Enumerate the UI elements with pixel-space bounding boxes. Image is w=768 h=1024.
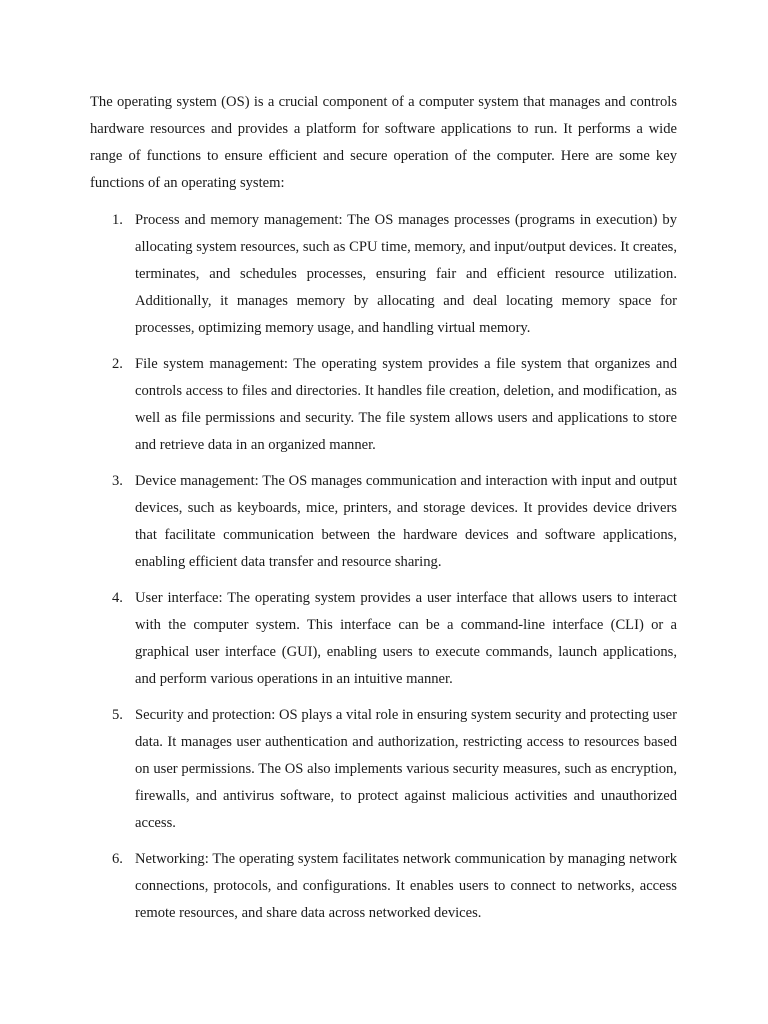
intro-paragraph: The operating system (OS) is a crucial component of a computer system that manages and controls hardware resources and provides a platform for software applications to run. It performs a wide range of functions to ensure efficient and secure operation of the computer. Here are some key functions of an operating system: bbox=[90, 94, 677, 191]
list-item-text: Process and memory management: The OS manages processes (programs in execution) by allocating system resources, such as CPU time, memory, and input/output devices. It creates, terminates, and schedules processes, ensuring fair and efficient resource utilization. Additionally, it manages memory by allocating and deal locating memory space for processes, optimizing memory usage, and handling virtual memory. bbox=[135, 212, 677, 336]
list-item-number: 4. bbox=[112, 590, 123, 606]
list-item-text: Security and protection: OS plays a vital role in ensuring system security and protecting user data. It manages user authentication and authorization, restricting access to resources based on user permissions. The OS also implements various security measures, such as encryption, firewalls, and antivirus software, to protect against malicious activities and unauthorized access. bbox=[135, 707, 677, 831]
list-item-number: 5. bbox=[112, 707, 123, 723]
document-page bbox=[90, 89, 677, 936]
list-item-text: User interface: The operating system provides a user interface that allows users to interact with the computer system. This interface can be a command-line interface (CLI) or a graphical user interface (GUI), enabling users to execute commands, launch applications, and perform various operations in an intuitive manner. bbox=[135, 590, 677, 687]
list-item bbox=[90, 846, 677, 927]
list-item-text: Networking: The operating system facilitates network communication by managing network connections, protocols, and configurations. It enables users to connect to networks, access remote resources, and share data across networked devices. bbox=[135, 851, 677, 921]
list-item bbox=[90, 702, 677, 837]
list-item-number: 1. bbox=[112, 212, 123, 228]
list-item bbox=[90, 585, 677, 693]
list-item bbox=[90, 207, 677, 342]
list-item-number: 2. bbox=[112, 356, 123, 372]
list-item bbox=[90, 351, 677, 459]
list-item bbox=[90, 468, 677, 576]
list-item-number: 3. bbox=[112, 473, 123, 489]
list-item-text: File system management: The operating system provides a file system that organizes and controls access to files and directories. It handles file creation, deletion, and modification, as well as file permissions and security. The file system allows users and applications to store and retrieve data in an organized manner. bbox=[135, 356, 677, 453]
functions-list bbox=[90, 207, 677, 927]
list-item-number: 6. bbox=[112, 851, 123, 867]
list-item-text: Device management: The OS manages communication and interaction with input and output devices, such as keyboards, mice, printers, and storage devices. It provides device drivers that facilitate communication between the hardware devices and software applications, enabling efficient data transfer and resource sharing. bbox=[135, 473, 677, 570]
